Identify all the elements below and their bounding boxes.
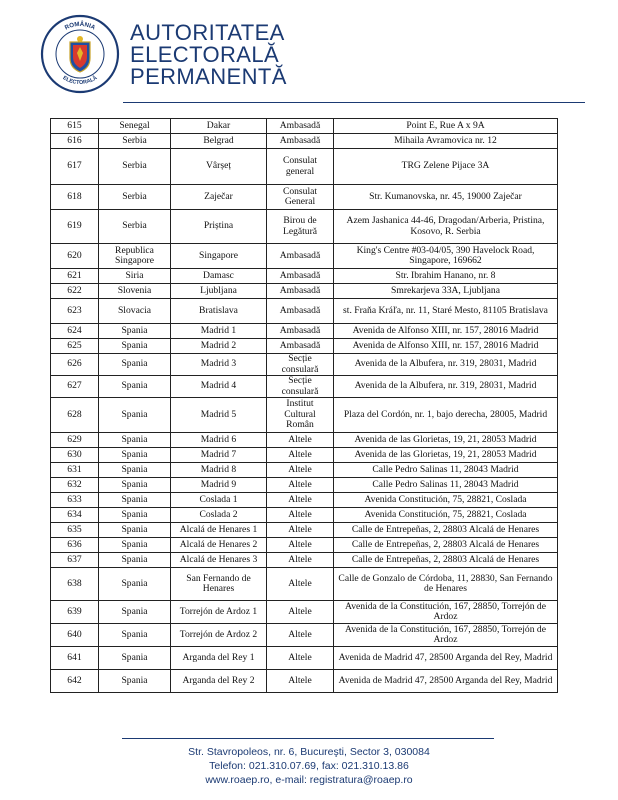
table-row [51,553,558,568]
cell-number: 625 [51,339,99,354]
cell-country: Spania [99,523,171,538]
cell-type: Altele [267,568,334,601]
cell-type: Birou de Legătură [267,210,334,244]
cell-city: Dakar [171,119,267,134]
cell-number: 624 [51,324,99,339]
cell-number: 615 [51,119,99,134]
cell-city: Madrid 4 [171,376,267,398]
cell-city: Madrid 1 [171,324,267,339]
cell-type: Institut Cultural Român [267,398,334,433]
table-row [51,670,558,693]
cell-address: Avenida de las Glorietas, 19, 21, 28053 Madrid [334,433,558,448]
cell-number: 620 [51,244,99,269]
cell-number: 641 [51,647,99,670]
cell-city: Alcalá de Henares 2 [171,538,267,553]
cell-type: Ambasadă [267,269,334,284]
cell-number: 639 [51,601,99,624]
cell-type: Secție consulară [267,354,334,376]
cell-type: Consulat general [267,149,334,185]
table-row [51,119,558,134]
cell-address: TRG Zelene Pijace 3A [334,149,558,185]
cell-number: 634 [51,508,99,523]
footer-address: Str. Stavropoleos, nr. 6, Bucureşti, Sector 3, 030084 [188,746,430,758]
organization-name [130,22,287,88]
cell-address: Str. Kumanovska, nr. 45, 19000 Zaječar [334,185,558,210]
table-row [51,324,558,339]
cell-number: 618 [51,185,99,210]
cell-type: Ambasadă [267,299,334,324]
cell-address: King's Centre #03-04/05, 390 Havelock Road, Singapore, 169662 [334,244,558,269]
cell-type: Altele [267,508,334,523]
cell-number: 626 [51,354,99,376]
table-row [51,448,558,463]
table-row [51,149,558,185]
org-line-3: PERMANENTĂ [130,64,287,89]
cell-city: Coslada 2 [171,508,267,523]
cell-type: Altele [267,448,334,463]
cell-type: Altele [267,670,334,693]
cell-country: Siria [99,269,171,284]
cell-type: Altele [267,463,334,478]
cell-address: Calle de Entrepeñas, 2, 28803 Alcalá de Henares [334,553,558,568]
cell-type: Secție consulară [267,376,334,398]
cell-address: Azem Jashanica 44-46, Dragodan/Arberia, Pristina, Kosovo, R. Serbia [334,210,558,244]
cell-city: Ljubljana [171,284,267,299]
cell-number: 622 [51,284,99,299]
cell-city: Damasc [171,269,267,284]
cell-country: Spania [99,624,171,647]
cell-city: Coslada 1 [171,493,267,508]
cell-number: 630 [51,448,99,463]
cell-country: Senegal [99,119,171,134]
cell-number: 642 [51,670,99,693]
table-row [51,433,558,448]
cell-city: Madrid 5 [171,398,267,433]
cell-city: Alcalá de Henares 1 [171,523,267,538]
table-row [51,523,558,538]
cell-address: Avenida de Alfonso XIII, nr. 157, 28016 Madrid [334,324,558,339]
cell-city: Madrid 6 [171,433,267,448]
cell-address: Point E, Rue A x 9A [334,119,558,134]
cell-address: Avenida de la Albufera, nr. 319, 28031, Madrid [334,354,558,376]
cell-city: Bratislava [171,299,267,324]
cell-country: Spania [99,324,171,339]
cell-country: Spania [99,538,171,553]
cell-type: Ambasadă [267,134,334,149]
cell-address: Calle Pedro Salinas 11, 28043 Madrid [334,478,558,493]
cell-address: Avenida de la Constitución, 167, 28850, Torrejón de Ardoz [334,624,558,647]
coat-of-arms-icon [40,14,120,94]
table-row [51,398,558,433]
cell-city: Arganda del Rey 2 [171,670,267,693]
cell-address: Str. Ibrahim Hanano, nr. 8 [334,269,558,284]
table-row [51,624,558,647]
cell-country: Spania [99,568,171,601]
cell-address: Avenida de la Constitución, 167, 28850, Torrejón de Ardoz [334,601,558,624]
cell-address: Calle Pedro Salinas 11, 28043 Madrid [334,463,558,478]
cell-country: Spania [99,398,171,433]
cell-country: Spania [99,478,171,493]
cell-country: Spania [99,493,171,508]
cell-address: Avenida de Madrid 47, 28500 Arganda del Rey, Madrid [334,647,558,670]
cell-country: Spania [99,376,171,398]
cell-number: 632 [51,478,99,493]
table-row [51,647,558,670]
cell-city: Torrejón de Ardoz 1 [171,601,267,624]
cell-type: Altele [267,433,334,448]
cell-type: Ambasadă [267,119,334,134]
page-header [0,0,618,110]
cell-number: 621 [51,269,99,284]
cell-country: Slovenia [99,284,171,299]
cell-country: Spania [99,354,171,376]
cell-country: Spania [99,553,171,568]
table-row [51,463,558,478]
cell-city: Vârșeț [171,149,267,185]
cell-country: Serbia [99,134,171,149]
cell-number: 616 [51,134,99,149]
org-line-1: AUTORITATEA [130,20,285,45]
table-row [51,538,558,553]
cell-number: 629 [51,433,99,448]
cell-city: San Fernando de Henares [171,568,267,601]
cell-address: Calle de Gonzalo de Córdoba, 11, 28830, San Fernando de Henares [334,568,558,601]
table-row [51,493,558,508]
cell-address: Plaza del Cordón, nr. 1, bajo derecha, 28005, Madrid [334,398,558,433]
table-row [51,339,558,354]
cell-country: Spania [99,601,171,624]
cell-number: 617 [51,149,99,185]
cell-city: Madrid 2 [171,339,267,354]
cell-city: Priștina [171,210,267,244]
cell-address: Avenida de las Glorietas, 19, 21, 28053 Madrid [334,448,558,463]
cell-number: 633 [51,493,99,508]
cell-address: Avenida Constitución, 75, 28821, Coslada [334,508,558,523]
cell-country: Spania [99,508,171,523]
cell-number: 638 [51,568,99,601]
svg-text:ELECTORALĂ: ELECTORALĂ [61,75,99,87]
table-row [51,284,558,299]
cell-address: Mihaila Avramovica nr. 12 [334,134,558,149]
org-line-2: ELECTORALĂ [130,42,280,67]
cell-number: 637 [51,553,99,568]
cell-country: Spania [99,463,171,478]
cell-number: 619 [51,210,99,244]
cell-address: Avenida de la Albufera, nr. 319, 28031, Madrid [334,376,558,398]
cell-type: Altele [267,553,334,568]
cell-type: Ambasadă [267,339,334,354]
cell-type: Consulat General [267,185,334,210]
cell-city: Singapore [171,244,267,269]
cell-city: Alcalá de Henares 3 [171,553,267,568]
cell-city: Madrid 7 [171,448,267,463]
table-row [51,269,558,284]
cell-country: Spania [99,433,171,448]
table-row [51,508,558,523]
svg-text:ROMÂNIA: ROMÂNIA [63,20,97,32]
cell-country: Republica Singapore [99,244,171,269]
cell-country: Spania [99,670,171,693]
cell-country: Spania [99,448,171,463]
cell-number: 635 [51,523,99,538]
cell-type: Altele [267,523,334,538]
cell-address: Avenida de Alfonso XIII, nr. 157, 28016 Madrid [334,339,558,354]
cell-number: 623 [51,299,99,324]
cell-country: Serbia [99,149,171,185]
cell-city: Zaječar [171,185,267,210]
table-row [51,244,558,269]
cell-country: Spania [99,339,171,354]
table-row [51,299,558,324]
cell-type: Altele [267,624,334,647]
table-row [51,601,558,624]
cell-city: Madrid 3 [171,354,267,376]
table-row [51,354,558,376]
cell-city: Madrid 8 [171,463,267,478]
table-row [51,134,558,149]
table-row [51,376,558,398]
cell-type: Altele [267,493,334,508]
table-row [51,210,558,244]
cell-number: 636 [51,538,99,553]
cell-country: Serbia [99,210,171,244]
table-row [51,478,558,493]
table-body [51,119,558,693]
footer-divider [122,738,494,739]
cell-country: Slovacia [99,299,171,324]
footer-web: www.roaep.ro, e-mail: registratura@roaep.ro [205,774,413,786]
footer-phone: Telefon: 021.310.07.69, fax: 021.310.13.86 [209,760,409,772]
cell-address: Calle de Entrepeñas, 2, 28803 Alcalá de Henares [334,523,558,538]
cell-address: st. Fraňa Kráľa, nr. 11, Staré Mesto, 81105 Bratislava [334,299,558,324]
cell-type: Altele [267,601,334,624]
cell-number: 640 [51,624,99,647]
cell-type: Altele [267,538,334,553]
cell-country: Serbia [99,185,171,210]
cell-type: Altele [267,647,334,670]
polling-stations-table [50,118,558,693]
cell-address: Avenida Constitución, 75, 28821, Coslada [334,493,558,508]
cell-type: Ambasadă [267,284,334,299]
header-divider [123,102,585,103]
table-row [51,568,558,601]
page-footer [0,745,618,787]
cell-address: Avenida de Madrid 47, 28500 Arganda del Rey, Madrid [334,670,558,693]
cell-type: Ambasadă [267,244,334,269]
cell-city: Torrejón de Ardoz 2 [171,624,267,647]
cell-city: Madrid 9 [171,478,267,493]
cell-number: 628 [51,398,99,433]
cell-type: Ambasadă [267,324,334,339]
table-row [51,185,558,210]
cell-address: Smrekarjeva 33A, Ljubljana [334,284,558,299]
cell-address: Calle de Entrepeñas, 2, 28803 Alcalá de Henares [334,538,558,553]
cell-number: 631 [51,463,99,478]
cell-city: Arganda del Rey 1 [171,647,267,670]
cell-number: 627 [51,376,99,398]
cell-city: Belgrad [171,134,267,149]
cell-type: Altele [267,478,334,493]
cell-country: Spania [99,647,171,670]
